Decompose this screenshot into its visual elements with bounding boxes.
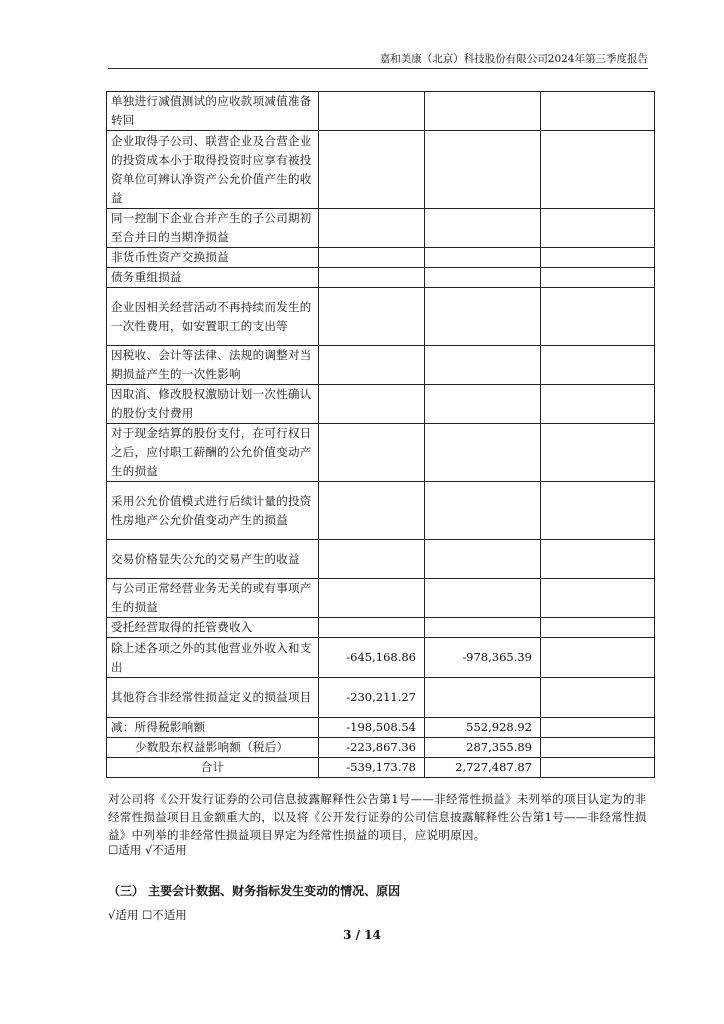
table-row bbox=[107, 131, 655, 209]
row-note bbox=[541, 131, 655, 209]
row-note bbox=[541, 738, 655, 758]
row-note bbox=[541, 678, 655, 718]
row-current bbox=[319, 540, 425, 579]
row-ytd bbox=[425, 482, 541, 540]
table-row bbox=[107, 288, 655, 346]
row-current bbox=[319, 385, 425, 424]
row-note bbox=[541, 579, 655, 618]
row-current: -223,867.36 bbox=[319, 738, 425, 758]
row-ytd bbox=[425, 579, 541, 618]
row-note bbox=[541, 209, 655, 248]
row-ytd: 552,928.92 bbox=[425, 718, 541, 738]
table-row bbox=[107, 718, 655, 738]
row-item: 除上述各项之外的其他营业外收入和支出 bbox=[107, 638, 319, 678]
row-current bbox=[319, 346, 425, 385]
row-item: 合计 bbox=[107, 758, 319, 778]
table-row bbox=[107, 678, 655, 718]
row-current bbox=[319, 209, 425, 248]
row-ytd bbox=[425, 618, 541, 638]
row-note bbox=[541, 638, 655, 678]
row-note bbox=[541, 540, 655, 579]
row-current: -539,173.78 bbox=[319, 758, 425, 778]
row-item: 同一控制下企业合并产生的子公司期初至合并日的当期净损益 bbox=[107, 209, 319, 248]
row-current bbox=[319, 482, 425, 540]
row-note bbox=[541, 92, 655, 131]
note-applicability: ☐适用 √不适用 bbox=[108, 843, 187, 857]
row-note bbox=[541, 268, 655, 288]
row-current bbox=[319, 268, 425, 288]
row-item: 与公司正常经营业务无关的或有事项产生的损益 bbox=[107, 579, 319, 618]
row-ytd bbox=[425, 131, 541, 209]
note-paragraph: 对公司将《公开发行证券的公司信息披露解释性公告第1号——非经常性损益》未列举的项目认定为的非经常性损益项目且金额重大的，以及将《公开发行证券的公司信息披露解释性公告第1号——非经常性损益》中列举的非经常性损益项目界定为经常性损益的项目，应说明原因。 bbox=[108, 792, 647, 842]
row-item: 其他符合非经常性损益定义的损益项目 bbox=[107, 678, 319, 718]
row-current: -230,211.27 bbox=[319, 678, 425, 718]
table-row bbox=[107, 638, 655, 678]
row-item: 因税收、会计等法律、法规的调整对当期损益产生的一次性影响 bbox=[107, 346, 319, 385]
row-item: 非货币性资产交换损益 bbox=[107, 248, 319, 268]
row-current bbox=[319, 131, 425, 209]
row-current bbox=[319, 248, 425, 268]
row-ytd: 287,355.89 bbox=[425, 738, 541, 758]
row-current bbox=[319, 618, 425, 638]
row-ytd: -978,365.39 bbox=[425, 638, 541, 678]
non-recurring-gains-table bbox=[106, 91, 655, 778]
row-current bbox=[319, 579, 425, 618]
row-note bbox=[541, 385, 655, 424]
table-row bbox=[107, 618, 655, 638]
row-item: 采用公允价值模式进行后续计量的投资性房地产公允价值变动产生的损益 bbox=[107, 482, 319, 540]
row-item: 企业取得子公司、联营企业及合营企业的投资成本小于取得投资时应享有被投资单位可辨认净资产公允价值产生的收益 bbox=[107, 131, 319, 209]
table-row bbox=[107, 248, 655, 268]
table-row bbox=[107, 268, 655, 288]
row-note bbox=[541, 618, 655, 638]
row-note bbox=[541, 346, 655, 385]
row-current bbox=[319, 424, 425, 482]
section-applicability: √适用 ☐不适用 bbox=[108, 908, 187, 922]
table-row bbox=[107, 482, 655, 540]
row-ytd bbox=[425, 346, 541, 385]
row-note bbox=[541, 718, 655, 738]
row-note bbox=[541, 482, 655, 540]
row-item: 因取消、修改股权激励计划一次性确认的股份支付费用 bbox=[107, 385, 319, 424]
table-row bbox=[107, 92, 655, 131]
row-item: 交易价格显失公允的交易产生的收益 bbox=[107, 540, 319, 579]
row-item: 单独进行减值测试的应收款项减值准备转回 bbox=[107, 92, 319, 131]
row-current: -645,168.86 bbox=[319, 638, 425, 678]
row-ytd bbox=[425, 248, 541, 268]
page-header bbox=[108, 52, 648, 69]
row-ytd bbox=[425, 209, 541, 248]
table-row bbox=[107, 385, 655, 424]
table-row-total bbox=[107, 758, 655, 778]
row-current bbox=[319, 288, 425, 346]
row-ytd bbox=[425, 268, 541, 288]
row-ytd bbox=[425, 288, 541, 346]
header-title: 嘉和美康（北京）科技股份有限公司2024年第三季度报告 bbox=[379, 53, 648, 65]
row-note bbox=[541, 288, 655, 346]
row-item: 债务重组损益 bbox=[107, 268, 319, 288]
row-ytd bbox=[425, 424, 541, 482]
row-item: 减：所得税影响额 bbox=[107, 718, 319, 738]
page-number: 3 / 14 bbox=[343, 928, 381, 942]
table-row bbox=[107, 540, 655, 579]
section-heading: （三） 主要会计数据、财务指标发生变动的情况、原因 bbox=[108, 884, 401, 898]
row-ytd bbox=[425, 92, 541, 131]
table-row bbox=[107, 346, 655, 385]
row-note bbox=[541, 758, 655, 778]
row-ytd bbox=[425, 540, 541, 579]
row-ytd bbox=[425, 678, 541, 718]
table-row bbox=[107, 579, 655, 618]
row-note bbox=[541, 424, 655, 482]
row-current bbox=[319, 92, 425, 131]
row-note bbox=[541, 248, 655, 268]
row-ytd: 2,727,487.87 bbox=[425, 758, 541, 778]
table-row bbox=[107, 209, 655, 248]
table-row bbox=[107, 424, 655, 482]
table-row bbox=[107, 738, 655, 758]
row-ytd bbox=[425, 385, 541, 424]
row-item: 受托经营取得的托管费收入 bbox=[107, 618, 319, 638]
row-item: 对于现金结算的股份支付，在可行权日之后，应付职工薪酬的公允价值变动产生的损益 bbox=[107, 424, 319, 482]
row-item: 少数股东权益影响额（税后） bbox=[107, 738, 319, 758]
row-current: -198,508.54 bbox=[319, 718, 425, 738]
row-item: 企业因相关经营活动不再持续而发生的一次性费用，如安置职工的支出等 bbox=[107, 288, 319, 346]
